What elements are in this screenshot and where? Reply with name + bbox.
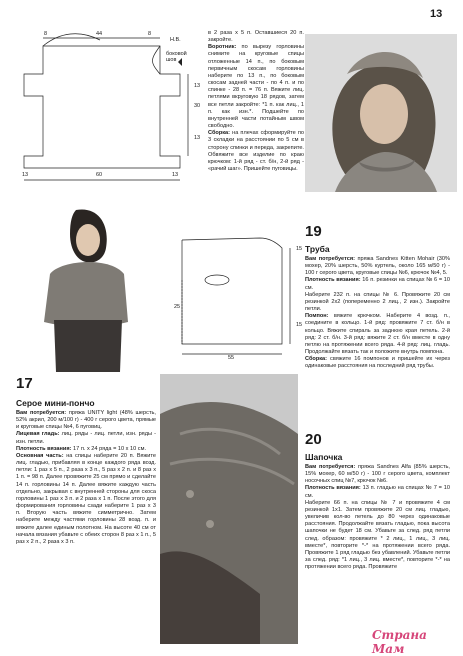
section19-para: Сборка: свяжите 16 помпонов и пришейте их через одинаковые расстояния на последний ряд трубы. (305, 356, 450, 370)
section20-para: Плотность вязания: 13 п. гладью на спицах № 7 = 10 см. (305, 485, 450, 499)
yoke-para: Воротник: по вырезу горловины снимите на круговые спицы отложенные 14 п., по боковым первичным скосам горловины наберите по 13 п., по боковым скосам задней части - по 4 п. и по спинке - 28 п. = 76 п. Вяжите лиц. петлями вкруговую 18 рядов, затем все петли закройте: *1 п. как лиц., 1 п. как изн.*. Подшейте по внутренней части потайным швом свободно. (208, 44, 304, 130)
section20-number: 20 (305, 431, 322, 448)
dim-8-left: 8 (44, 31, 48, 37)
dim-30: 30 (194, 103, 201, 109)
photo-poncho-model (10, 204, 158, 372)
section19-text (305, 256, 450, 371)
yoke-para: Сборка: на плечах сформируйте по 3 складки на расстоянии по 5 см в сторону спинки и переда, закрепите. Обвяжите все изделие по краю крючком: 1-й ряд - ст. б/н, 2-й ряд - «рачий шаг». Пришейте пуговицы. (208, 130, 304, 172)
dim-13-bottom-right: 13 (172, 172, 179, 178)
dim-25: 25 (174, 304, 181, 310)
dim-55: 55 (228, 355, 235, 361)
yoke-para: в 2 раза х 5 п. Оставшиеся 20 п. закройте. (208, 30, 304, 44)
section19-para: Вам потребуется: пряжа Sandnes Kitten Mohair (30% мохер, 20% шерсть, 50% куртель, около 165 м/50 г) - 100 г серого цвета, круговые спицы №6, крючок №4, 5. (305, 256, 450, 277)
label-side-seam: боковой шов (166, 51, 187, 63)
section20-para: Наберите 66 п. на спицы № 7 и провяжите 4 см резинкой 1х1. Затем провяжите 20 см лиц. гладью, увеличив кол-во петель до 80 через одинаковые расстояния. Продолжайте вязать гладью, пока высота шапочки не будет 18 см. Убавьте за след. ряд петли след. образом: провяжите * 2 лиц., 1 лиц., 3 лиц. вместе*, повторите *-* на протяжении всего ряда. Провяжите 1 ряд гладью без убавлений. Убавьте петли за след. ряд: *1 лиц., 3 лиц. вместе*, повторите *-* на протяжении всего ряда. Провяжите (305, 499, 450, 571)
section19-title: Труба (305, 244, 330, 254)
section20-title: Шапочка (305, 452, 343, 462)
label-nv: Н.В. (170, 37, 181, 43)
yoke-text-column (208, 30, 304, 173)
section20-para: Вам потребуется: пряжа Sandnes Alfa (85% шерсть, 15% мохер, 60 м/50 г) - 100 г серого цвета, комплект носочных спиц №7, крючок №6. (305, 464, 450, 485)
photo-hat-model (305, 34, 457, 192)
dim-13-right-bottom: 13 (194, 135, 201, 141)
section19-para: Наберите 232 п. на спицы № 6. Провяжите 20 см резинкой 2х2 (попеременно 2 лиц., 2 изн.). Закройте петли. (305, 291, 450, 313)
section17-title: Серое мини-пончо (16, 398, 95, 408)
dim-15-top: 15 (296, 246, 303, 252)
section19-number: 19 (305, 223, 322, 240)
section17-para: Основная часть: на спицы наберите 20 п. Вяжите лиц. гладью, прибавляя в конце каждого ряда возд. петли: 1 раз х 5 п., 2 раза х 3 п., 5 раз х 2 п. и 8 раз х 1 п. = 98 п. Далее провяжите 25 см прямо и сделайте 14 п. горловины 14 п. Далее вяжите каждую часть отдельно, закрывая с внутренней стороны для скоса горловины 1 раз х 3 п. и 2 раза х 1 п. После этого для формирования горловины сзади наберите 1 раз х 3 п. Вторую часть вяжите симметрично. Затем наберите между частями горловины 28 возд. п. и вяжите далее единым полотном. На высоте 40 см от начала вязания убавьте с обеих сторон 8 раз х 1 п., 5 раз х 2 п., 2 раза х 3 п. (16, 452, 156, 545)
dim-60: 60 (96, 172, 103, 178)
page-number: 13 (430, 8, 443, 20)
dim-8-right: 8 (148, 31, 152, 37)
dim-13-right-top: 13 (194, 83, 201, 89)
top-pattern-outline (24, 46, 180, 168)
section20-text (305, 464, 450, 571)
top-pattern-diagram (10, 22, 210, 192)
photo-knit-detail (160, 374, 298, 644)
section17-para: Вам потребуется: пряжа UNITY light (48% шерсть, 52% акрил, 200 м/100 г) - 400 г серого цвета, прямые и круговые спицы №4, 6 пуговиц. (16, 410, 156, 431)
mid-pattern-outline (182, 238, 282, 344)
watermark-logo: Страна Мам (372, 628, 427, 656)
dim-15-bottom: 15 (296, 322, 303, 328)
section19-para: Плотность вязания: 16 п. резинки на спицах № 6 = 10 см. (305, 277, 450, 291)
section17-text (16, 410, 156, 546)
section17-number: 17 (16, 375, 33, 392)
dim-13-bottom-left: 13 (22, 172, 29, 178)
section17-para: Плотность вязания: 17 п. х 24 ряда = 10 х 10 см. (16, 445, 147, 452)
dim-44: 44 (96, 31, 103, 37)
section19-para: Помпон: вяжите крючком. Наберите 4 возд. п., соедините в кольцо. 1-й ряд: провяжите 7 ст. б/н в кольцо. Вяжите спираль за заднюю края петель. 2-й ряд: 2 ст. б/н. 3-й ряд: вяжите 2 ст. б/н вместе в одну петлю на протяжении всего ряда. 4-й ряд: лиц. гладь. Продолжайте вязать так и положите внутрь помпона. (305, 313, 450, 356)
mid-pattern-diagram (162, 232, 302, 372)
section17-para: Лицевая гладь: лиц. ряды - лиц. петли, изн. ряды - изн. петли. (16, 431, 156, 445)
